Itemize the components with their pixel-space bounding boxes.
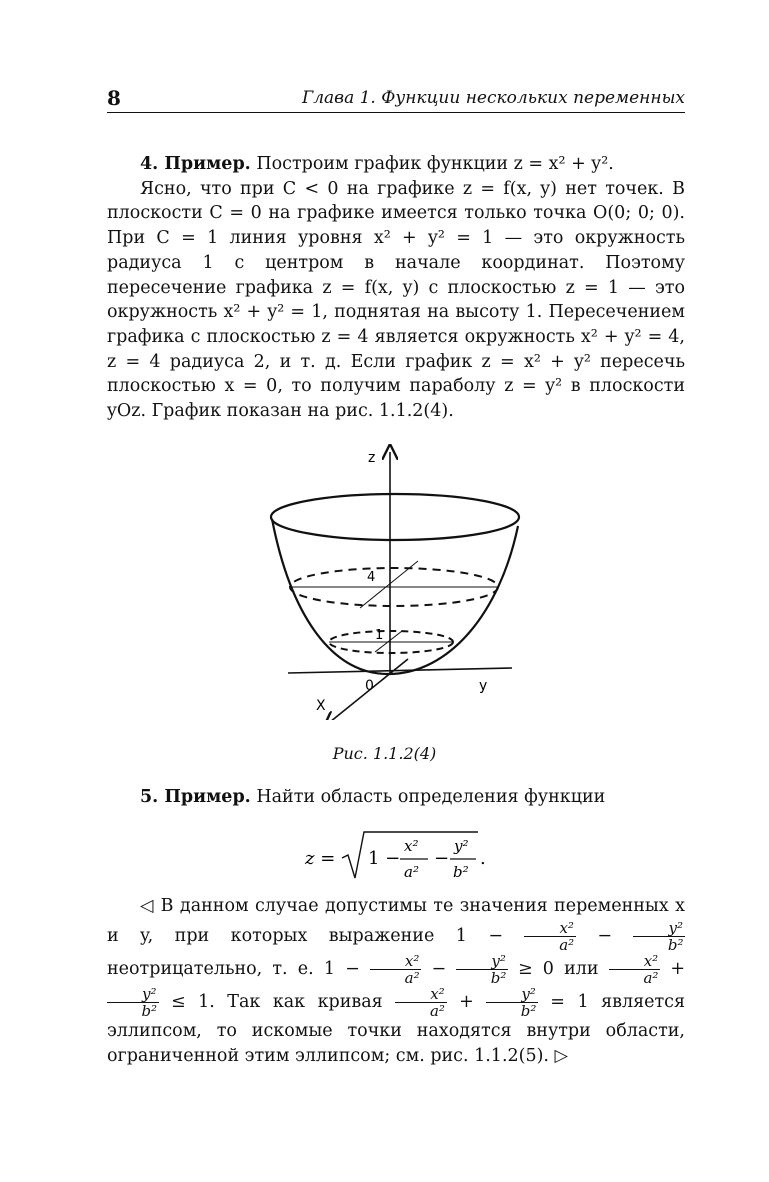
figure-caption: Рис. 1.1.2(4) [332,744,437,763]
formula-end: . [480,848,486,869]
page-number: 8 [107,86,121,110]
axis-z-label: z [368,450,376,466]
example-4-label: 4. Пример. [140,154,251,174]
formula-y-den: b² [453,863,469,881]
formula-lhs: z = [305,848,336,869]
example-4-intro: Построим график функции z = x² + y². [256,154,614,174]
solution-part-1: ◁ В данном случае допустимы те значения переменных x и y, при которых выражение [107,896,685,946]
level-1-label: 1 [375,628,384,643]
solution-paragraph: ◁ В данном случае допустимы те значения переменных x и y, при которых выражение 1 − $\frac{\text{x²}}{\text{a²}}$ − $\frac{\text{y²}}{\text{b²}}$ неотрицательно, т. е. 1 − $\frac{\text{x²}}{\text{a²}}$ − $\frac{\text{y²}}{\text{b²}}$ ≥ 0 или $\frac{\text{x²}}{\text{a²}}$ + $\frac{\text{y²}}{\text{b²}}$ ≤ 1. Так как кривая $\frac{\text{x²}}{\text{a²}}$ + $\frac{\text{y²}}{\text{b²}}$ = 1 является эллипсом, то искомые точки находятся внутри области, ограниченной этим эллипсом; см. рис. 1.1.2(5). ▷ [107,896,685,1066]
example-5-intro: Найти область определения функции [256,787,606,807]
level-4-label: 4 [367,570,376,585]
solution-part-2: неотрицательно, т. е. [107,958,314,979]
formula-x-num: x² [404,837,419,855]
example-4-paragraph [107,152,685,424]
page-header [107,84,685,113]
axis-x-label: X [316,698,326,714]
axis-y-label: y [479,678,488,694]
example-5-label: 5. Пример. [140,787,251,807]
top-rim [271,494,519,540]
origin-label: 0 [365,678,374,694]
example-4-body: Ясно, что при C < 0 на графике z = f(x, y) нет точек. В плоскости C = 0 на графике имеется только точка O(0; 0; 0). При C = 1 линия уровня x² + y² = 1 — это окружность радиуса 1 с центром в начале координат. Поэтому пересечение графика z = f(x, y) с плоскостью z = 1 — это окружность x² + y² = 1, поднятая на высоту 1. Пересечением графика с плоскостью z = 4 является окружность x² + y² = 4, z = 4 радиуса 2, и т. д. Если график z = x² + y² пересечь плоскостью x = 0, то получим параболу z = y² в плоскости yOz. График показан на рис. 1.1.2(4). [107,178,685,422]
example-5-paragraph [107,785,685,810]
solution-part-4: Так как кривая [227,991,383,1012]
solution-part-3: или [564,958,599,979]
chapter-title: Глава 1. Функции нескольких переменных [301,88,685,108]
formula-y-num: y² [454,837,469,855]
paraboloid-figure [260,442,525,720]
solution-part-5: является эллипсом, то искомые точки находятся внутри области, ограниченной этим эллипсом; см. рис. 1.1.2(5). ▷ [107,991,685,1066]
formula-minus: − [434,848,450,869]
formula-one: 1 − [368,848,401,869]
formula-x-den: a² [404,863,419,881]
domain-formula [300,828,520,888]
